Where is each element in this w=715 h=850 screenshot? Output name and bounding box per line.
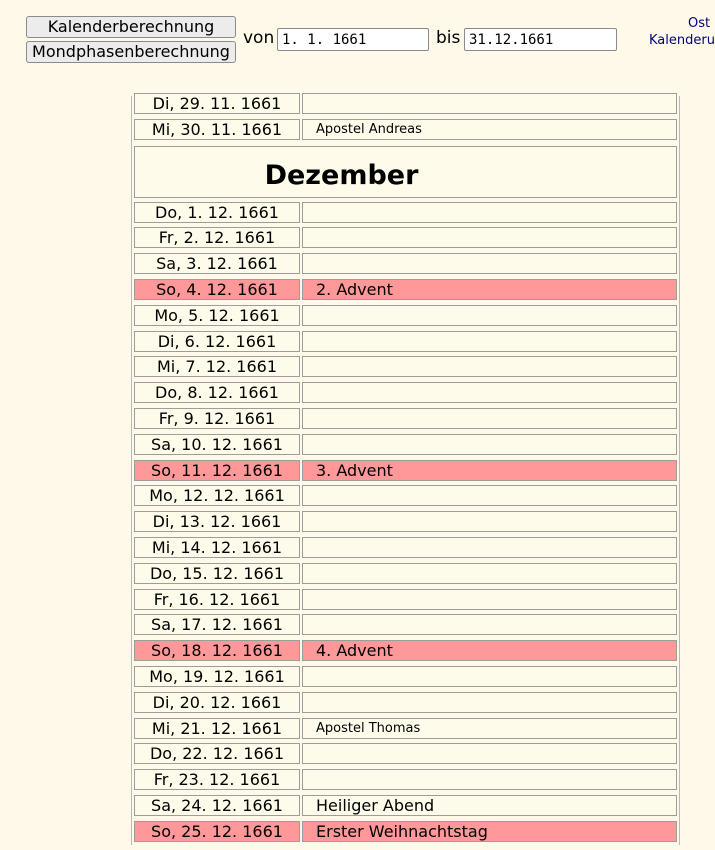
table-row — [132, 380, 679, 406]
date-cell: Sa, 3. 12. 1661 — [134, 253, 300, 274]
holiday-cell — [302, 202, 677, 223]
date-cell: Mi, 14. 12. 1661 — [134, 537, 300, 558]
from-date-input[interactable] — [277, 28, 429, 51]
date-cell: Di, 20. 12. 1661 — [134, 692, 300, 713]
holiday-cell — [302, 93, 677, 114]
to-date-input[interactable] — [464, 28, 617, 51]
to-label: bis — [436, 28, 461, 48]
table-row — [132, 277, 679, 303]
table-row — [132, 458, 679, 484]
date-cell: Mi, 7. 12. 1661 — [134, 356, 300, 377]
table-row — [132, 251, 679, 277]
table-row — [132, 329, 679, 355]
holiday-cell — [302, 769, 677, 790]
month-header-row — [132, 143, 679, 200]
table-row — [132, 117, 679, 143]
date-cell: Fr, 23. 12. 1661 — [134, 769, 300, 790]
holiday-cell: Apostel Thomas — [302, 718, 677, 739]
table-row — [132, 793, 679, 819]
table-row — [132, 716, 679, 742]
date-cell: Mi, 30. 11. 1661 — [134, 119, 300, 140]
date-cell: Fr, 9. 12. 1661 — [134, 408, 300, 429]
table-row — [132, 406, 679, 432]
month-header-cell — [134, 146, 677, 198]
date-cell: Do, 1. 12. 1661 — [134, 202, 300, 223]
table-row — [132, 303, 679, 329]
table-row — [132, 741, 679, 767]
table-row — [132, 767, 679, 793]
date-cell: Di, 29. 11. 1661 — [134, 93, 300, 114]
holiday-cell — [302, 356, 677, 377]
holiday-cell: Erster Weihnachtstag — [302, 821, 677, 842]
date-cell: Mo, 12. 12. 1661 — [134, 485, 300, 506]
date-cell: Fr, 2. 12. 1661 — [134, 227, 300, 248]
holiday-cell: Apostel Andreas — [302, 119, 677, 140]
date-cell: Sa, 17. 12. 1661 — [134, 614, 300, 635]
holiday-cell — [302, 305, 677, 326]
table-row — [132, 535, 679, 561]
date-cell: Mo, 19. 12. 1661 — [134, 666, 300, 687]
table-row — [132, 664, 679, 690]
holiday-cell — [302, 408, 677, 429]
table-row — [132, 819, 679, 845]
calendar-table — [131, 96, 680, 845]
holiday-cell — [302, 537, 677, 558]
date-cell: Di, 6. 12. 1661 — [134, 331, 300, 352]
holiday-cell — [302, 692, 677, 713]
date-cell: Fr, 16. 12. 1661 — [134, 589, 300, 610]
table-row — [132, 225, 679, 251]
table-row — [132, 612, 679, 638]
table-row — [132, 561, 679, 587]
table-row — [132, 587, 679, 613]
date-cell: Mi, 21. 12. 1661 — [134, 718, 300, 739]
holiday-cell: 2. Advent — [302, 279, 677, 300]
holiday-cell — [302, 511, 677, 532]
holiday-cell — [302, 331, 677, 352]
moon-phase-calculation-button[interactable]: Mondphasenberechnung — [26, 41, 236, 63]
holiday-cell — [302, 614, 677, 635]
table-row — [132, 432, 679, 458]
easter-link[interactable]: Ost — [688, 16, 711, 31]
calendar-link[interactable]: Kalenderu — [649, 33, 715, 48]
date-cell: Sa, 24. 12. 1661 — [134, 795, 300, 816]
calendar-calculation-button[interactable]: Kalenderberechnung — [26, 16, 236, 38]
date-cell: So, 25. 12. 1661 — [134, 821, 300, 842]
date-cell: So, 11. 12. 1661 — [134, 460, 300, 481]
holiday-cell — [302, 253, 677, 274]
month-title: Dezember — [264, 159, 419, 191]
date-cell: Mo, 5. 12. 1661 — [134, 305, 300, 326]
holiday-cell — [302, 666, 677, 687]
holiday-cell: Heiliger Abend — [302, 795, 677, 816]
table-row — [132, 509, 679, 535]
date-cell: Do, 15. 12. 1661 — [134, 563, 300, 584]
date-cell: So, 18. 12. 1661 — [134, 640, 300, 661]
holiday-cell: 3. Advent — [302, 460, 677, 481]
table-row — [132, 690, 679, 716]
holiday-cell — [302, 485, 677, 506]
table-row — [132, 200, 679, 226]
holiday-cell — [302, 434, 677, 455]
table-row — [132, 638, 679, 664]
top-toolbar — [0, 0, 715, 96]
table-row — [132, 483, 679, 509]
date-cell: Do, 8. 12. 1661 — [134, 382, 300, 403]
holiday-cell — [302, 227, 677, 248]
holiday-cell — [302, 743, 677, 764]
table-row — [132, 354, 679, 380]
date-cell: Do, 22. 12. 1661 — [134, 743, 300, 764]
holiday-cell — [302, 382, 677, 403]
holiday-cell — [302, 563, 677, 584]
holiday-cell: 4. Advent — [302, 640, 677, 661]
from-label: von — [243, 28, 275, 48]
date-cell: Di, 13. 12. 1661 — [134, 511, 300, 532]
date-cell: So, 4. 12. 1661 — [134, 279, 300, 300]
date-cell: Sa, 10. 12. 1661 — [134, 434, 300, 455]
holiday-cell — [302, 589, 677, 610]
table-row — [132, 91, 679, 117]
